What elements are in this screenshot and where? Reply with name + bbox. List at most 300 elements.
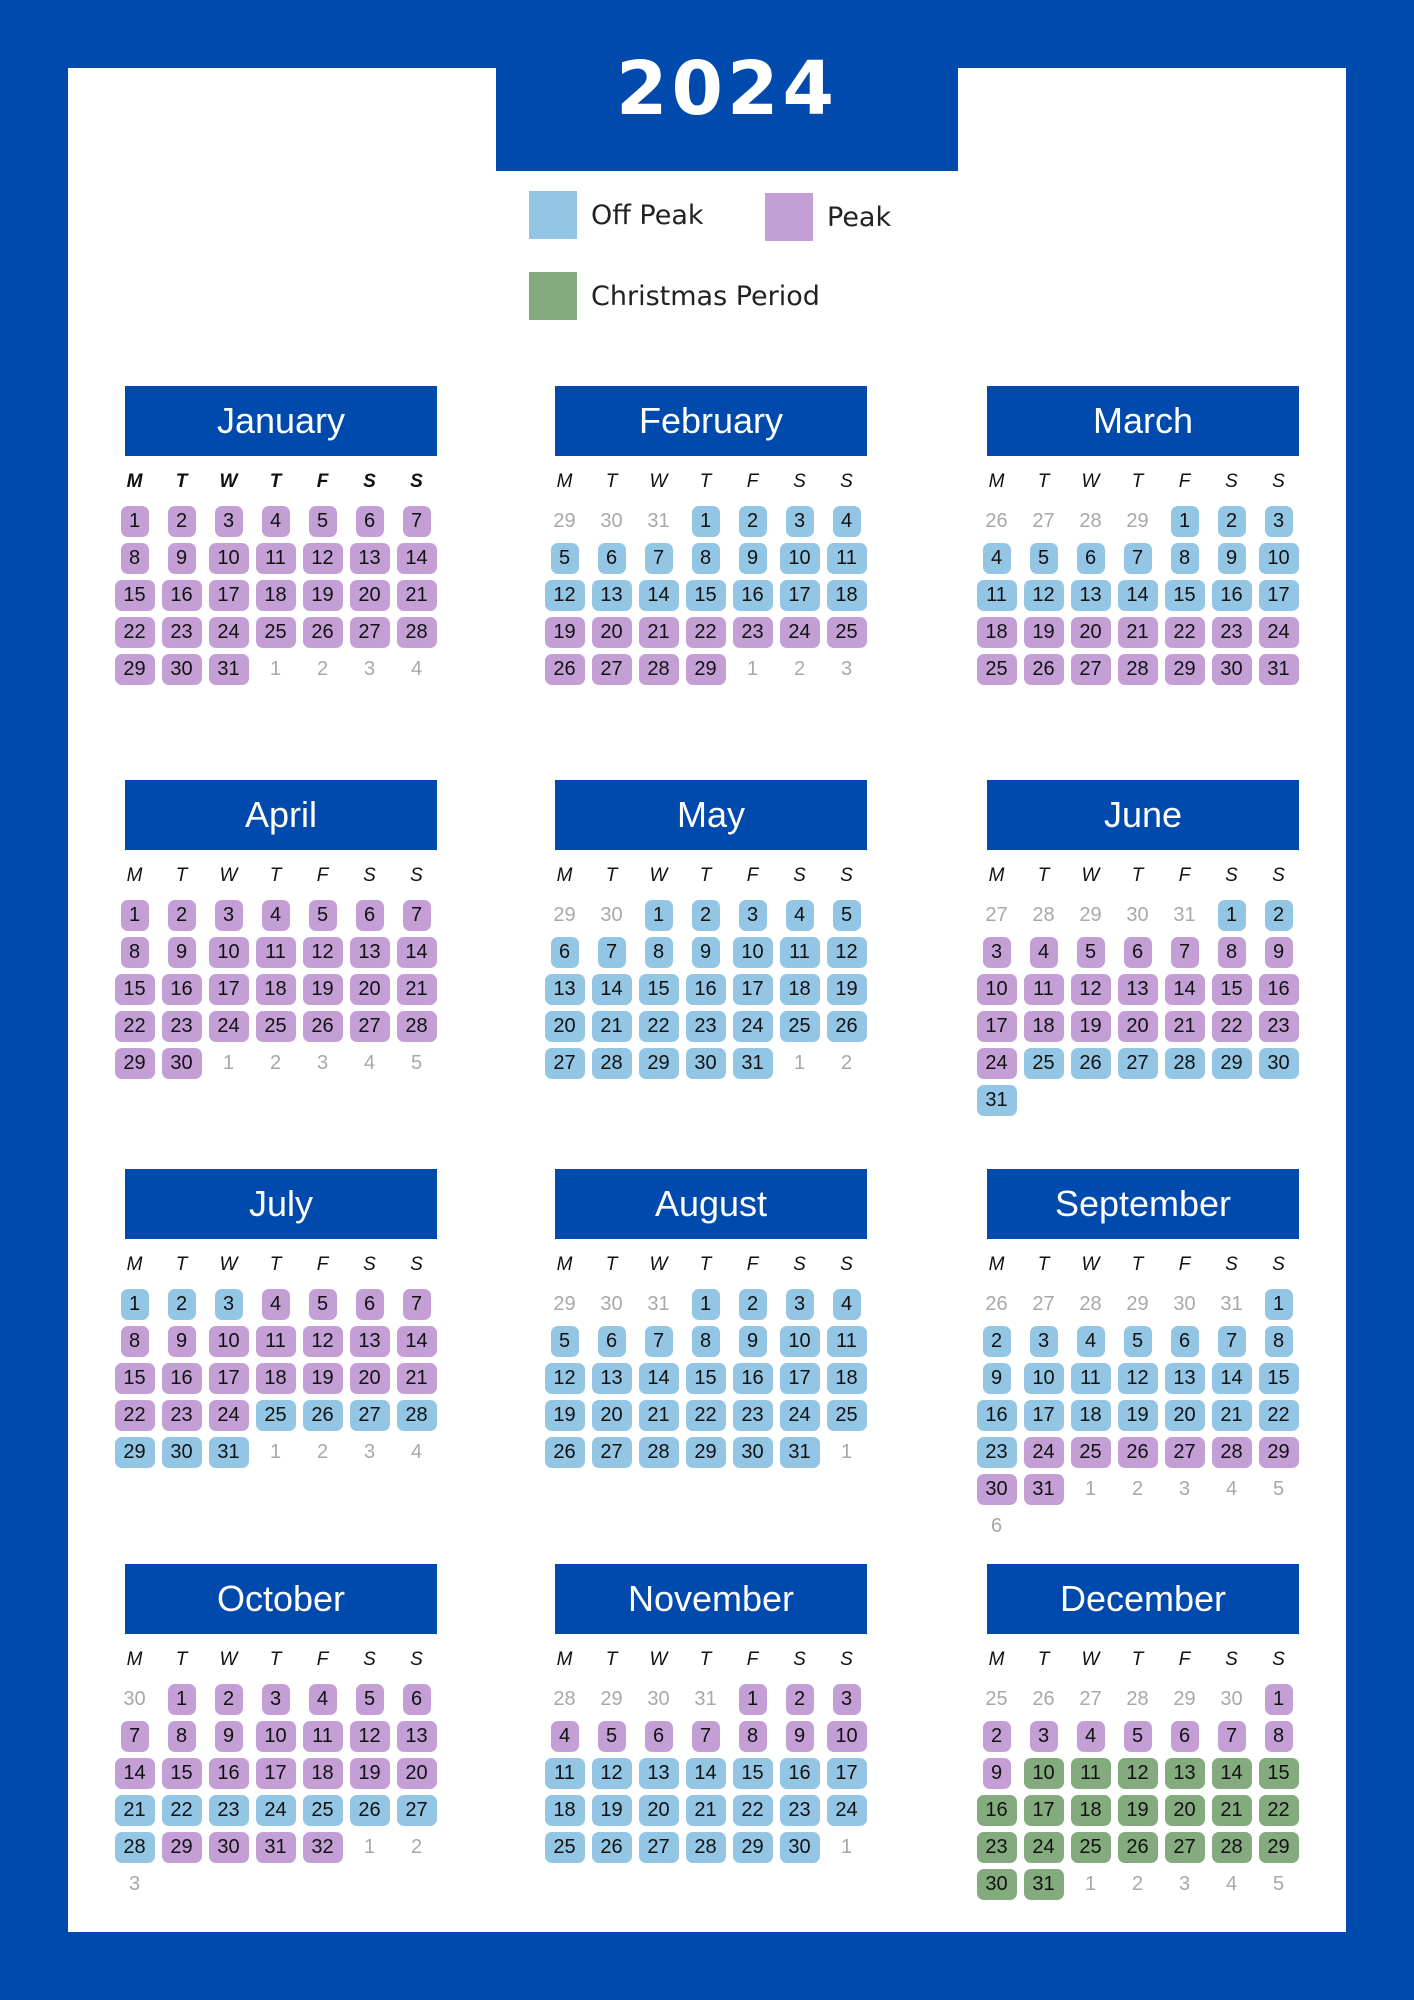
day-grid xyxy=(973,1644,1302,1903)
day-cell xyxy=(1020,934,1067,971)
day-cell xyxy=(1208,540,1255,577)
peak-day: 18 xyxy=(256,974,296,1005)
other-month-day: 1 xyxy=(363,1836,376,1858)
peak-day: 10 xyxy=(256,1721,296,1752)
christmas-day: 29 xyxy=(1259,1832,1299,1863)
day-cell xyxy=(252,1323,299,1360)
weekday-label: M xyxy=(126,865,143,886)
off-peak-day: 11 xyxy=(545,1758,585,1789)
day-grid xyxy=(541,466,870,688)
off-peak-day: 12 xyxy=(545,580,585,611)
peak-day: 19 xyxy=(303,974,343,1005)
off-peak-day: 13 xyxy=(1071,580,1111,611)
day-grid xyxy=(973,466,1302,688)
weekday-label: S xyxy=(1272,1649,1285,1670)
day-cell xyxy=(346,1434,393,1471)
weekday-label: S xyxy=(363,1649,376,1670)
off-peak-day: 6 xyxy=(1077,543,1105,574)
day-cell xyxy=(1114,540,1161,577)
weekday-label: W xyxy=(219,471,238,492)
other-month-day: 3 xyxy=(840,658,853,680)
other-month-day: 29 xyxy=(1126,510,1149,532)
day-cell xyxy=(1208,503,1255,540)
off-peak-day: 18 xyxy=(827,580,867,611)
day-cell xyxy=(1067,1286,1114,1323)
day-cell xyxy=(682,1323,729,1360)
day-cell xyxy=(823,897,870,934)
day-cell xyxy=(1114,1434,1161,1471)
day-cell xyxy=(299,1434,346,1471)
weekday-label: S xyxy=(1225,865,1238,886)
day-cell xyxy=(823,1718,870,1755)
day-cell xyxy=(729,1397,776,1434)
peak-day: 15 xyxy=(1212,974,1252,1005)
day-cell xyxy=(588,651,635,688)
day-cell xyxy=(299,971,346,1008)
day-cell xyxy=(1255,1286,1302,1323)
off-peak-day: 9 xyxy=(1218,543,1246,574)
day-cell xyxy=(1255,1434,1302,1471)
peak-day: 16 xyxy=(162,974,202,1005)
off-peak-day: 17 xyxy=(780,580,820,611)
day-cell xyxy=(635,1008,682,1045)
day-cell xyxy=(1114,1718,1161,1755)
day-cell xyxy=(635,1286,682,1323)
month-november xyxy=(553,1564,867,1858)
peak-day: 22 xyxy=(1165,617,1205,648)
off-peak-day: 11 xyxy=(1071,1363,1111,1394)
day-cell xyxy=(252,1360,299,1397)
off-peak-day: 25 xyxy=(827,1400,867,1431)
month-june xyxy=(985,780,1299,1111)
day-cell xyxy=(776,1360,823,1397)
day-cell xyxy=(299,1829,346,1866)
other-month-day: 30 xyxy=(647,1688,670,1710)
weekday-label: F xyxy=(316,471,329,492)
day-cell xyxy=(823,1434,870,1471)
off-peak-day: 10 xyxy=(1259,543,1299,574)
day-cell xyxy=(1161,1718,1208,1755)
day-cell xyxy=(1020,1718,1067,1755)
other-month-day: 1 xyxy=(840,1836,853,1858)
day-cell xyxy=(1114,1323,1161,1360)
peak-day: 26 xyxy=(1118,1437,1158,1468)
peak-day: 17 xyxy=(209,580,249,611)
day-cell xyxy=(1067,1792,1114,1829)
day-cell xyxy=(973,1397,1020,1434)
peak-day: 2 xyxy=(786,1684,814,1715)
peak-day: 22 xyxy=(115,617,155,648)
day-cell xyxy=(823,1360,870,1397)
weekday-label: T xyxy=(699,1254,712,1275)
day-cell xyxy=(346,1829,393,1866)
day-cell xyxy=(1114,577,1161,614)
peak-day: 11 xyxy=(1024,974,1064,1005)
day-cell xyxy=(729,897,776,934)
peak-day: 10 xyxy=(977,974,1017,1005)
day-cell xyxy=(252,1286,299,1323)
day-cell xyxy=(1208,1866,1255,1903)
off-peak-day: 2 xyxy=(739,506,767,537)
day-cell xyxy=(1114,651,1161,688)
day-cell xyxy=(776,1323,823,1360)
off-peak-day: 31 xyxy=(209,1437,249,1468)
day-cell xyxy=(393,577,440,614)
day-cell xyxy=(111,1866,158,1903)
weekday-label: F xyxy=(746,1254,759,1275)
peak-day: 20 xyxy=(397,1758,437,1789)
day-grid xyxy=(111,1644,440,1903)
peak-day: 6 xyxy=(356,1289,384,1320)
day-cell xyxy=(205,1045,252,1082)
peak-day: 23 xyxy=(1212,617,1252,648)
day-cell xyxy=(346,540,393,577)
peak-day: 3 xyxy=(215,900,243,931)
day-cell xyxy=(682,577,729,614)
day-cell xyxy=(541,934,588,971)
day-cell xyxy=(346,1045,393,1082)
peak-day: 8 xyxy=(739,1721,767,1752)
off-peak-day: 25 xyxy=(545,1832,585,1863)
day-cell xyxy=(1255,1718,1302,1755)
day-cell xyxy=(346,503,393,540)
peak-day: 14 xyxy=(1165,974,1205,1005)
legend-label: Off Peak xyxy=(591,199,704,231)
peak-day: 25 xyxy=(827,617,867,648)
day-cell xyxy=(1020,971,1067,1008)
day-cell xyxy=(588,1045,635,1082)
day-cell xyxy=(1255,1397,1302,1434)
peak-day: 27 xyxy=(1071,654,1111,685)
day-cell xyxy=(541,1397,588,1434)
day-cell xyxy=(823,1792,870,1829)
day-cell xyxy=(346,1323,393,1360)
christmas-day: 28 xyxy=(1212,1832,1252,1863)
weekday-label: S xyxy=(793,1254,806,1275)
day-cell xyxy=(588,614,635,651)
day-cell xyxy=(776,1829,823,1866)
other-month-day: 31 xyxy=(647,1293,670,1315)
off-peak-day: 17 xyxy=(1259,580,1299,611)
off-peak-day: 3 xyxy=(1030,1326,1058,1357)
day-cell xyxy=(393,897,440,934)
off-peak-day: 3 xyxy=(786,506,814,537)
peak-day: 7 xyxy=(403,900,431,931)
day-cell xyxy=(393,1829,440,1866)
day-cell xyxy=(973,934,1020,971)
day-cell xyxy=(393,1008,440,1045)
off-peak-day: 18 xyxy=(1071,1400,1111,1431)
other-month-day: 30 xyxy=(600,510,623,532)
other-month-day: 30 xyxy=(1220,1688,1243,1710)
peak-day: 21 xyxy=(397,580,437,611)
peak-day: 11 xyxy=(256,543,296,574)
day-cell xyxy=(1208,1045,1255,1082)
day-cell xyxy=(823,1397,870,1434)
off-peak-day: 27 xyxy=(350,1400,390,1431)
other-month-day: 5 xyxy=(410,1052,423,1074)
day-cell xyxy=(635,1829,682,1866)
day-cell xyxy=(776,897,823,934)
month-title: April xyxy=(125,780,437,850)
day-cell xyxy=(973,1360,1020,1397)
day-cell xyxy=(635,614,682,651)
day-cell xyxy=(682,651,729,688)
peak-day: 15 xyxy=(162,1758,202,1789)
day-cell xyxy=(299,1360,346,1397)
day-cell xyxy=(1161,1866,1208,1903)
peak-day: 32 xyxy=(303,1832,343,1863)
off-peak-day: 3 xyxy=(739,900,767,931)
off-peak-day: 6 xyxy=(551,937,579,968)
day-cell xyxy=(393,1323,440,1360)
day-cell xyxy=(682,1718,729,1755)
other-month-day: 5 xyxy=(1272,1478,1285,1500)
off-peak-day: 7 xyxy=(598,937,626,968)
off-peak-day: 8 xyxy=(1171,543,1199,574)
off-peak-day: 12 xyxy=(545,1363,585,1394)
day-cell xyxy=(252,934,299,971)
other-month-day: 29 xyxy=(553,510,576,532)
peak-day: 16 xyxy=(209,1758,249,1789)
day-cell xyxy=(635,934,682,971)
day-cell xyxy=(393,934,440,971)
day-cell xyxy=(299,1045,346,1082)
day-cell xyxy=(1208,1323,1255,1360)
peak-day: 6 xyxy=(1171,1721,1199,1752)
off-peak-day: 11 xyxy=(827,543,867,574)
day-cell xyxy=(1114,1008,1161,1045)
peak-day: 12 xyxy=(303,543,343,574)
peak-day: 13 xyxy=(350,1326,390,1357)
day-cell xyxy=(1114,1792,1161,1829)
day-cell xyxy=(635,1755,682,1792)
weekday-label: F xyxy=(746,471,759,492)
peak-day: 24 xyxy=(780,617,820,648)
day-cell xyxy=(252,577,299,614)
off-peak-day: 17 xyxy=(827,1758,867,1789)
peak-day: 23 xyxy=(162,617,202,648)
off-peak-day: 2 xyxy=(983,1326,1011,1357)
off-peak-day: 14 xyxy=(639,580,679,611)
off-peak-day: 20 xyxy=(639,1795,679,1826)
day-cell xyxy=(1255,503,1302,540)
day-cell xyxy=(635,971,682,1008)
day-cell xyxy=(541,577,588,614)
off-peak-day: 28 xyxy=(1165,1048,1205,1079)
day-cell xyxy=(158,651,205,688)
day-cell xyxy=(1114,1360,1161,1397)
day-cell xyxy=(973,1471,1020,1508)
weekday-label: M xyxy=(988,1254,1005,1275)
month-march xyxy=(985,386,1299,680)
day-cell xyxy=(823,1755,870,1792)
day-cell xyxy=(158,934,205,971)
day-cell xyxy=(588,540,635,577)
day-cell xyxy=(393,540,440,577)
peak-day: 31 xyxy=(256,1832,296,1863)
day-cell xyxy=(252,1434,299,1471)
off-peak-day: 19 xyxy=(545,1400,585,1431)
day-grid xyxy=(541,1249,870,1471)
weekday-label: S xyxy=(1272,865,1285,886)
day-cell xyxy=(973,1286,1020,1323)
day-cell xyxy=(299,1008,346,1045)
day-cell xyxy=(588,1286,635,1323)
christmas-day: 25 xyxy=(1071,1832,1111,1863)
weekday-label: T xyxy=(1131,1254,1144,1275)
weekday-label: S xyxy=(410,1649,423,1670)
day-cell xyxy=(682,971,729,1008)
weekday-label: W xyxy=(219,865,238,886)
day-cell xyxy=(541,1681,588,1718)
peak-day: 26 xyxy=(545,654,585,685)
day-cell xyxy=(1255,614,1302,651)
peak-day: 20 xyxy=(350,1363,390,1394)
peak-day: 28 xyxy=(1118,654,1158,685)
day-cell xyxy=(205,1718,252,1755)
day-cell xyxy=(635,1681,682,1718)
day-cell xyxy=(729,971,776,1008)
day-cell xyxy=(635,1045,682,1082)
other-month-day: 1 xyxy=(1084,1478,1097,1500)
day-cell xyxy=(158,1718,205,1755)
day-cell xyxy=(973,1755,1020,1792)
weekday-label: T xyxy=(1037,865,1050,886)
other-month-day: 28 xyxy=(1126,1688,1149,1710)
other-month-day: 2 xyxy=(1131,1873,1144,1895)
christmas-day: 14 xyxy=(1212,1758,1252,1789)
off-peak-day: 9 xyxy=(692,937,720,968)
day-cell xyxy=(1067,540,1114,577)
off-peak-day: 29 xyxy=(115,1437,155,1468)
day-cell xyxy=(158,1792,205,1829)
day-cell xyxy=(729,934,776,971)
day-cell xyxy=(158,614,205,651)
day-cell xyxy=(1255,1360,1302,1397)
other-month-day: 2 xyxy=(269,1052,282,1074)
day-cell xyxy=(1161,1829,1208,1866)
day-cell xyxy=(205,1360,252,1397)
peak-day: 4 xyxy=(309,1684,337,1715)
off-peak-day: 7 xyxy=(1218,1326,1246,1357)
day-cell xyxy=(1255,934,1302,971)
off-peak-day: 17 xyxy=(733,974,773,1005)
day-cell xyxy=(158,1681,205,1718)
off-peak-day: 29 xyxy=(686,1437,726,1468)
day-cell xyxy=(158,1434,205,1471)
weekday-label: M xyxy=(556,865,573,886)
christmas-day: 13 xyxy=(1165,1758,1205,1789)
weekday-label: S xyxy=(1272,1254,1285,1275)
month-january xyxy=(123,386,437,680)
day-cell xyxy=(635,503,682,540)
peak-day: 29 xyxy=(162,1832,202,1863)
weekday-label: S xyxy=(793,865,806,886)
off-peak-day: 22 xyxy=(639,1011,679,1042)
off-peak-day: 21 xyxy=(592,1011,632,1042)
day-cell xyxy=(346,971,393,1008)
day-cell xyxy=(1020,1397,1067,1434)
weekday-label: S xyxy=(1272,471,1285,492)
day-cell xyxy=(205,897,252,934)
other-month-day: 29 xyxy=(600,1688,623,1710)
day-cell xyxy=(299,503,346,540)
off-peak-day: 7 xyxy=(645,543,673,574)
off-peak-day: 10 xyxy=(733,937,773,968)
other-month-day: 29 xyxy=(1079,904,1102,926)
other-month-day: 5 xyxy=(1272,1873,1285,1895)
peak-day: 31 xyxy=(1024,1474,1064,1505)
other-month-day: 26 xyxy=(985,510,1008,532)
peak-day: 5 xyxy=(309,1289,337,1320)
day-cell xyxy=(1067,1045,1114,1082)
other-month-day: 25 xyxy=(985,1688,1008,1710)
day-cell xyxy=(1255,897,1302,934)
weekday-label: F xyxy=(1178,865,1191,886)
day-cell xyxy=(346,1718,393,1755)
day-cell xyxy=(205,1829,252,1866)
day-cell xyxy=(973,651,1020,688)
day-cell xyxy=(111,897,158,934)
off-peak-day: 31 xyxy=(977,1085,1017,1116)
off-peak-day: 26 xyxy=(592,1832,632,1863)
day-cell xyxy=(1161,1323,1208,1360)
off-peak-day: 8 xyxy=(692,543,720,574)
day-cell xyxy=(823,651,870,688)
weekday-label: T xyxy=(269,1254,282,1275)
peak-day: 8 xyxy=(1265,1721,1293,1752)
weekday-label: T xyxy=(605,471,618,492)
other-month-day: 28 xyxy=(1079,510,1102,532)
off-peak-day: 11 xyxy=(827,1326,867,1357)
off-peak-day: 8 xyxy=(1265,1326,1293,1357)
off-peak-day: 16 xyxy=(733,580,773,611)
other-month-day: 4 xyxy=(410,658,423,680)
peak-day: 15 xyxy=(115,580,155,611)
day-cell xyxy=(299,651,346,688)
off-peak-day: 26 xyxy=(1071,1048,1111,1079)
weekday-label: T xyxy=(269,1649,282,1670)
legend-label: Christmas Period xyxy=(591,280,820,312)
off-peak-day: 2 xyxy=(692,900,720,931)
day-cell xyxy=(252,1829,299,1866)
year-title: 2024 xyxy=(496,0,958,171)
christmas-day: 17 xyxy=(1024,1795,1064,1826)
day-cell xyxy=(776,1045,823,1082)
weekday-label: F xyxy=(316,865,329,886)
day-cell xyxy=(1208,934,1255,971)
day-cell xyxy=(541,1286,588,1323)
weekday-label: W xyxy=(649,471,668,492)
peak-day: 25 xyxy=(1071,1437,1111,1468)
other-month-day: 4 xyxy=(410,1441,423,1463)
day-cell xyxy=(682,540,729,577)
weekday-label: M xyxy=(126,1254,143,1275)
weekday-label: M xyxy=(556,1254,573,1275)
day-cell xyxy=(1208,1755,1255,1792)
day-cell xyxy=(111,651,158,688)
peak-day: 21 xyxy=(1165,1011,1205,1042)
other-month-day: 3 xyxy=(363,658,376,680)
off-peak-day: 25 xyxy=(303,1795,343,1826)
day-cell xyxy=(1161,1792,1208,1829)
day-cell xyxy=(776,651,823,688)
peak-day: 31 xyxy=(1259,654,1299,685)
peak-day: 4 xyxy=(1077,1721,1105,1752)
weekday-label: W xyxy=(219,1254,238,1275)
peak-day: 14 xyxy=(397,1326,437,1357)
